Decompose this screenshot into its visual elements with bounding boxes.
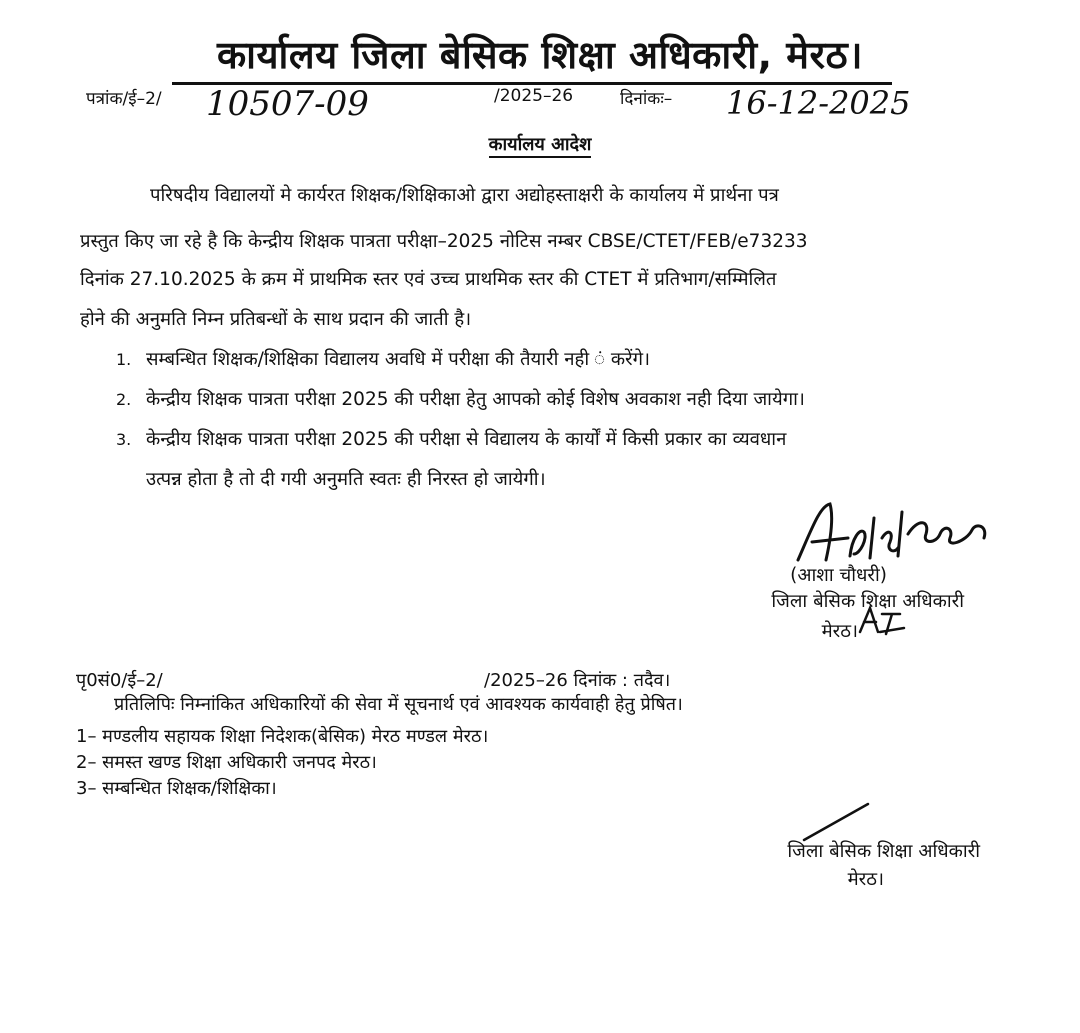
order-heading [0,132,1080,156]
condition-1-number: 1. [116,350,132,369]
signatory-name: (आशा चौधरी) [790,565,887,586]
condition-2-text: केन्द्रीय शिक्षक पात्रता परीक्षा 2025 की परीक्षा हेतु आपको कोई विशेष अवकाश नही दिया जायेगा। [146,389,805,410]
condition-2-number: 2. [116,390,132,409]
body-line-1: परिषदीय विद्यालयों मे कार्यरत शिक्षक/शिक्षिकाओ द्वारा अद्योहस्ताक्षरी के कार्यालय में प्रार्थना पत्र [150,185,779,206]
condition-3-number: 3. [116,430,132,449]
condition-3-text-line-2: उत्पन्न होता है तो दी गयी अनुमति स्वतः ही निरस्त हो जायेगी। [146,469,546,490]
signatory-designation: जिला बेसिक शिक्षा अधिकारी [771,591,964,612]
condition-3-text-line-1: केन्द्रीय शिक्षक पात्रता परीक्षा 2025 की परीक्षा से विद्यालय के कार्यों में किसी प्रकार का व्यवधान [146,429,787,450]
initials-mark [856,604,908,638]
handwritten-date: 16-12-2025 [726,84,911,122]
session: /2025–26 [494,86,574,106]
signatory-place: मेरठ। [821,621,858,642]
order-heading-text: कार्यालय आदेश [489,134,592,158]
copy-session-date: /2025–26 दिनांक : तदैव। [484,670,671,691]
copy-intro: प्रतिलिपिः निम्नांकित अधिकारियों की सेवा में सूचनार्थ एवं आवश्यक कार्यवाही हेतु प्रेषित। [114,694,683,715]
handwritten-ref-number: 10507-09 [206,84,369,124]
second-signatory-place: मेरठ। [847,869,884,890]
date-label: दिनांकः– [620,89,673,109]
body-line-3: दिनांक 27.10.2025 के क्रम में प्राथमिक स्तर एवं उच्च प्राथमिक स्तर की CTET में प्रतिभाग/सम्मिलित [80,269,777,290]
office-title: कार्यालय जिला बेसिक शिक्षा अधिकारी, मेरठ। [216,33,864,77]
recipient-2: 2– समस्त खण्ड शिक्षा अधिकारी जनपद मेरठ। [76,752,377,773]
recipient-1: 1– मण्डलीय सहायक शिक्षा निदेशक(बेसिक) मेरठ मण्डल मेरठ। [76,726,489,747]
second-signatory-designation: जिला बेसिक शिक्षा अधिकारी [787,841,980,862]
body-line-2: प्रस्तुत किए जा रहे है कि केन्द्रीय शिक्षक पात्रता परीक्षा–2025 नोटिस नम्बर CBSE/CTET/FEB/e73233 [80,231,808,252]
condition-1-text: सम्बन्धित शिक्षक/शिक्षिका विद्यालय अवधि में परीक्षा की तैयारी नही ं करेंगे। [146,349,651,370]
body-line-4: होने की अनुमति निम्न प्रतिबन्धों के साथ प्रदान की जाती है। [80,309,472,330]
recipient-3: 3– सम्बन्धित शिक्षक/शिक्षिका। [76,778,277,799]
copy-ref: पृ0सं0/ई–2/ [76,670,163,691]
ref-prefix: पत्रांक/ई–2/ [86,89,162,109]
